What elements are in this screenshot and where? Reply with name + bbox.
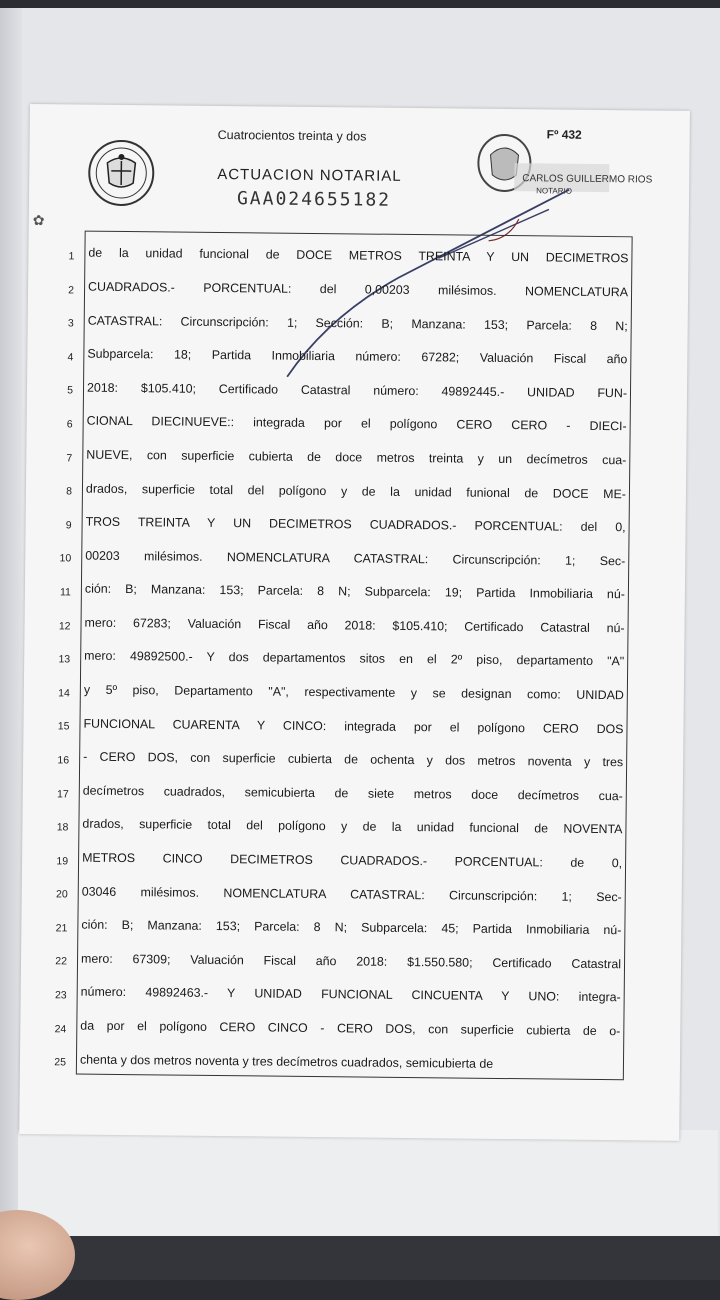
line-number: 17 [49, 788, 69, 800]
line-text: y 5º piso, Departamento "A", respectivamente y se designan como: UNIDAD [80, 683, 624, 704]
folio-number: Fº 432 [547, 127, 582, 141]
line-number: 14 [50, 687, 70, 699]
line-number: 15 [49, 721, 69, 733]
line-number: 7 [52, 452, 72, 464]
text-line [78, 875, 626, 914]
line-number: 5 [53, 385, 73, 397]
line-text: 03046 milésimos. NOMENCLATURA CATASTRAL: Circunscripción: 1; Sec- [78, 884, 622, 905]
line-text: 2018: $105.410; Certificado Catastral número: 49892445.- UNIDAD FUN- [83, 380, 627, 401]
line-text: drados, superficie total del polígono y de la unidad funional de DOCE ME- [82, 481, 626, 502]
line-number: 8 [52, 485, 72, 497]
line-number: 4 [53, 351, 73, 363]
line-number: 3 [54, 317, 74, 329]
table-surface [0, 1236, 720, 1280]
line-text: drados, superficie total del polígono y de la unidad funcional de NOVENTA [78, 817, 622, 838]
text-line [77, 942, 625, 981]
line-text: mero: 49892500.- Y dos departamentos sitos en el 2º piso, departamento "A" [80, 649, 624, 670]
text-line [81, 572, 629, 611]
text-line [77, 976, 625, 1015]
line-text: Subparcela: 18; Partida Inmobiliaria número: 67282; Valuación Fiscal año [83, 347, 627, 368]
text-line [78, 808, 626, 847]
line-text: número: 49892463.- Y UNIDAD FUNCIONAL CINCUENTA Y UNO: integra- [77, 985, 621, 1006]
line-text: NUEVE, con superficie cubierta de doce metros treinta y un decímetros cua- [82, 447, 626, 468]
text-line [79, 740, 627, 779]
text-line [80, 606, 628, 645]
lower-sheet [18, 1130, 718, 1242]
document-body [76, 237, 633, 1083]
line-number: 16 [49, 754, 69, 766]
line-number: 9 [52, 519, 72, 531]
text-line [81, 539, 629, 578]
punch-hole-mark: ✿ [33, 212, 45, 229]
line-text: ción: B; Manzana: 153; Parcela: 8 N; Subparcela: 45; Partida Inmobiliaria nú- [77, 918, 621, 939]
text-line [84, 270, 632, 309]
line-number: 21 [47, 922, 67, 934]
line-text: - CERO DOS, con superficie cubierta de ochenta y dos metros noventa y tres [79, 750, 623, 771]
line-text: de la unidad funcional de DOCE METROS TREINTA Y UN DECIMETROS [84, 246, 628, 267]
line-text: METROS CINCO DECIMETROS CUADRADOS.- PORCENTUAL: de 0, [78, 851, 622, 872]
text-line [84, 237, 632, 276]
text-line [83, 405, 631, 444]
line-number: 12 [50, 620, 70, 632]
text-line [80, 640, 628, 679]
text-line [79, 707, 627, 746]
page-number-words: Cuatrocientos treinta y dos [218, 128, 367, 144]
line-text: da por el polígono CERO CINCO - CERO DOS, con superficie cubierta de o- [76, 1019, 620, 1040]
document-title: ACTUACION NOTARIAL [217, 166, 402, 185]
line-number: 1 [54, 250, 74, 262]
line-number: 2 [54, 284, 74, 296]
text-line [83, 371, 631, 410]
text-line [79, 774, 627, 813]
text-line [76, 1043, 624, 1082]
notarial-page [19, 104, 690, 1141]
notary-seal-emblem [87, 139, 156, 208]
svg-text:CARLOS GUILLERMO RIOS: CARLOS GUILLERMO RIOS [522, 173, 652, 185]
text-line [78, 841, 626, 880]
line-number: 10 [51, 553, 71, 565]
text-line [84, 304, 632, 343]
line-text: 00203 milésimos. NOMENCLATURA CATASTRAL: Circunscripción: 1; Sec- [81, 548, 625, 569]
line-text: CUADRADOS.- PORCENTUAL: del 0,00203 milésimos. NOMENCLATURA [84, 280, 628, 301]
line-number: 22 [47, 956, 67, 968]
line-text: ción: B; Manzana: 153; Parcela: 8 N; Subparcela: 19; Partida Inmobiliaria nú- [81, 582, 625, 603]
text-line [82, 472, 630, 511]
line-number: 25 [46, 1056, 66, 1068]
text-line [77, 908, 625, 947]
svg-text:NOTARIO: NOTARIO [536, 186, 572, 195]
line-number: 13 [50, 653, 70, 665]
line-text: mero: 67283; Valuación Fiscal año 2018: $105.410; Certificado Catastral nú- [80, 615, 624, 636]
line-number: 11 [51, 586, 71, 598]
line-number: 24 [46, 1023, 66, 1035]
line-text: CATASTRAL: Circunscripción: 1; Sección: B; Manzana: 153; Parcela: 8 N; [84, 313, 628, 334]
line-number: 20 [48, 889, 68, 901]
text-line [82, 438, 630, 477]
notary-stamp [474, 133, 615, 224]
text-line [80, 673, 628, 712]
text-line [81, 505, 629, 544]
line-text: FUNCIONAL CUARENTA Y CINCO: integrada por el polígono CERO DOS [79, 716, 623, 737]
line-text: TROS TREINTA Y UN DECIMETROS CUADRADOS.- PORCENTUAL: del 0, [82, 515, 626, 536]
line-number: 19 [48, 855, 68, 867]
line-text: CIONAL DIECINUEVE:: integrada por el polígono CERO CERO - DIECI- [83, 414, 627, 435]
text-line [83, 337, 631, 376]
line-number: 18 [48, 821, 68, 833]
line-text: mero: 67309; Valuación Fiscal año 2018: $1.550.580; Certificado Catastral [77, 951, 621, 972]
line-text: chenta y dos metros noventa y tres decímetros cuadrados, semicubierta de [76, 1052, 620, 1073]
text-line [76, 1009, 624, 1048]
document-code: GAA024655182 [237, 188, 391, 211]
line-text: decímetros cuadrados, semicubierta de siete metros doce decímetros cua- [79, 783, 623, 804]
line-number: 23 [47, 989, 67, 1001]
line-number: 6 [53, 418, 73, 430]
